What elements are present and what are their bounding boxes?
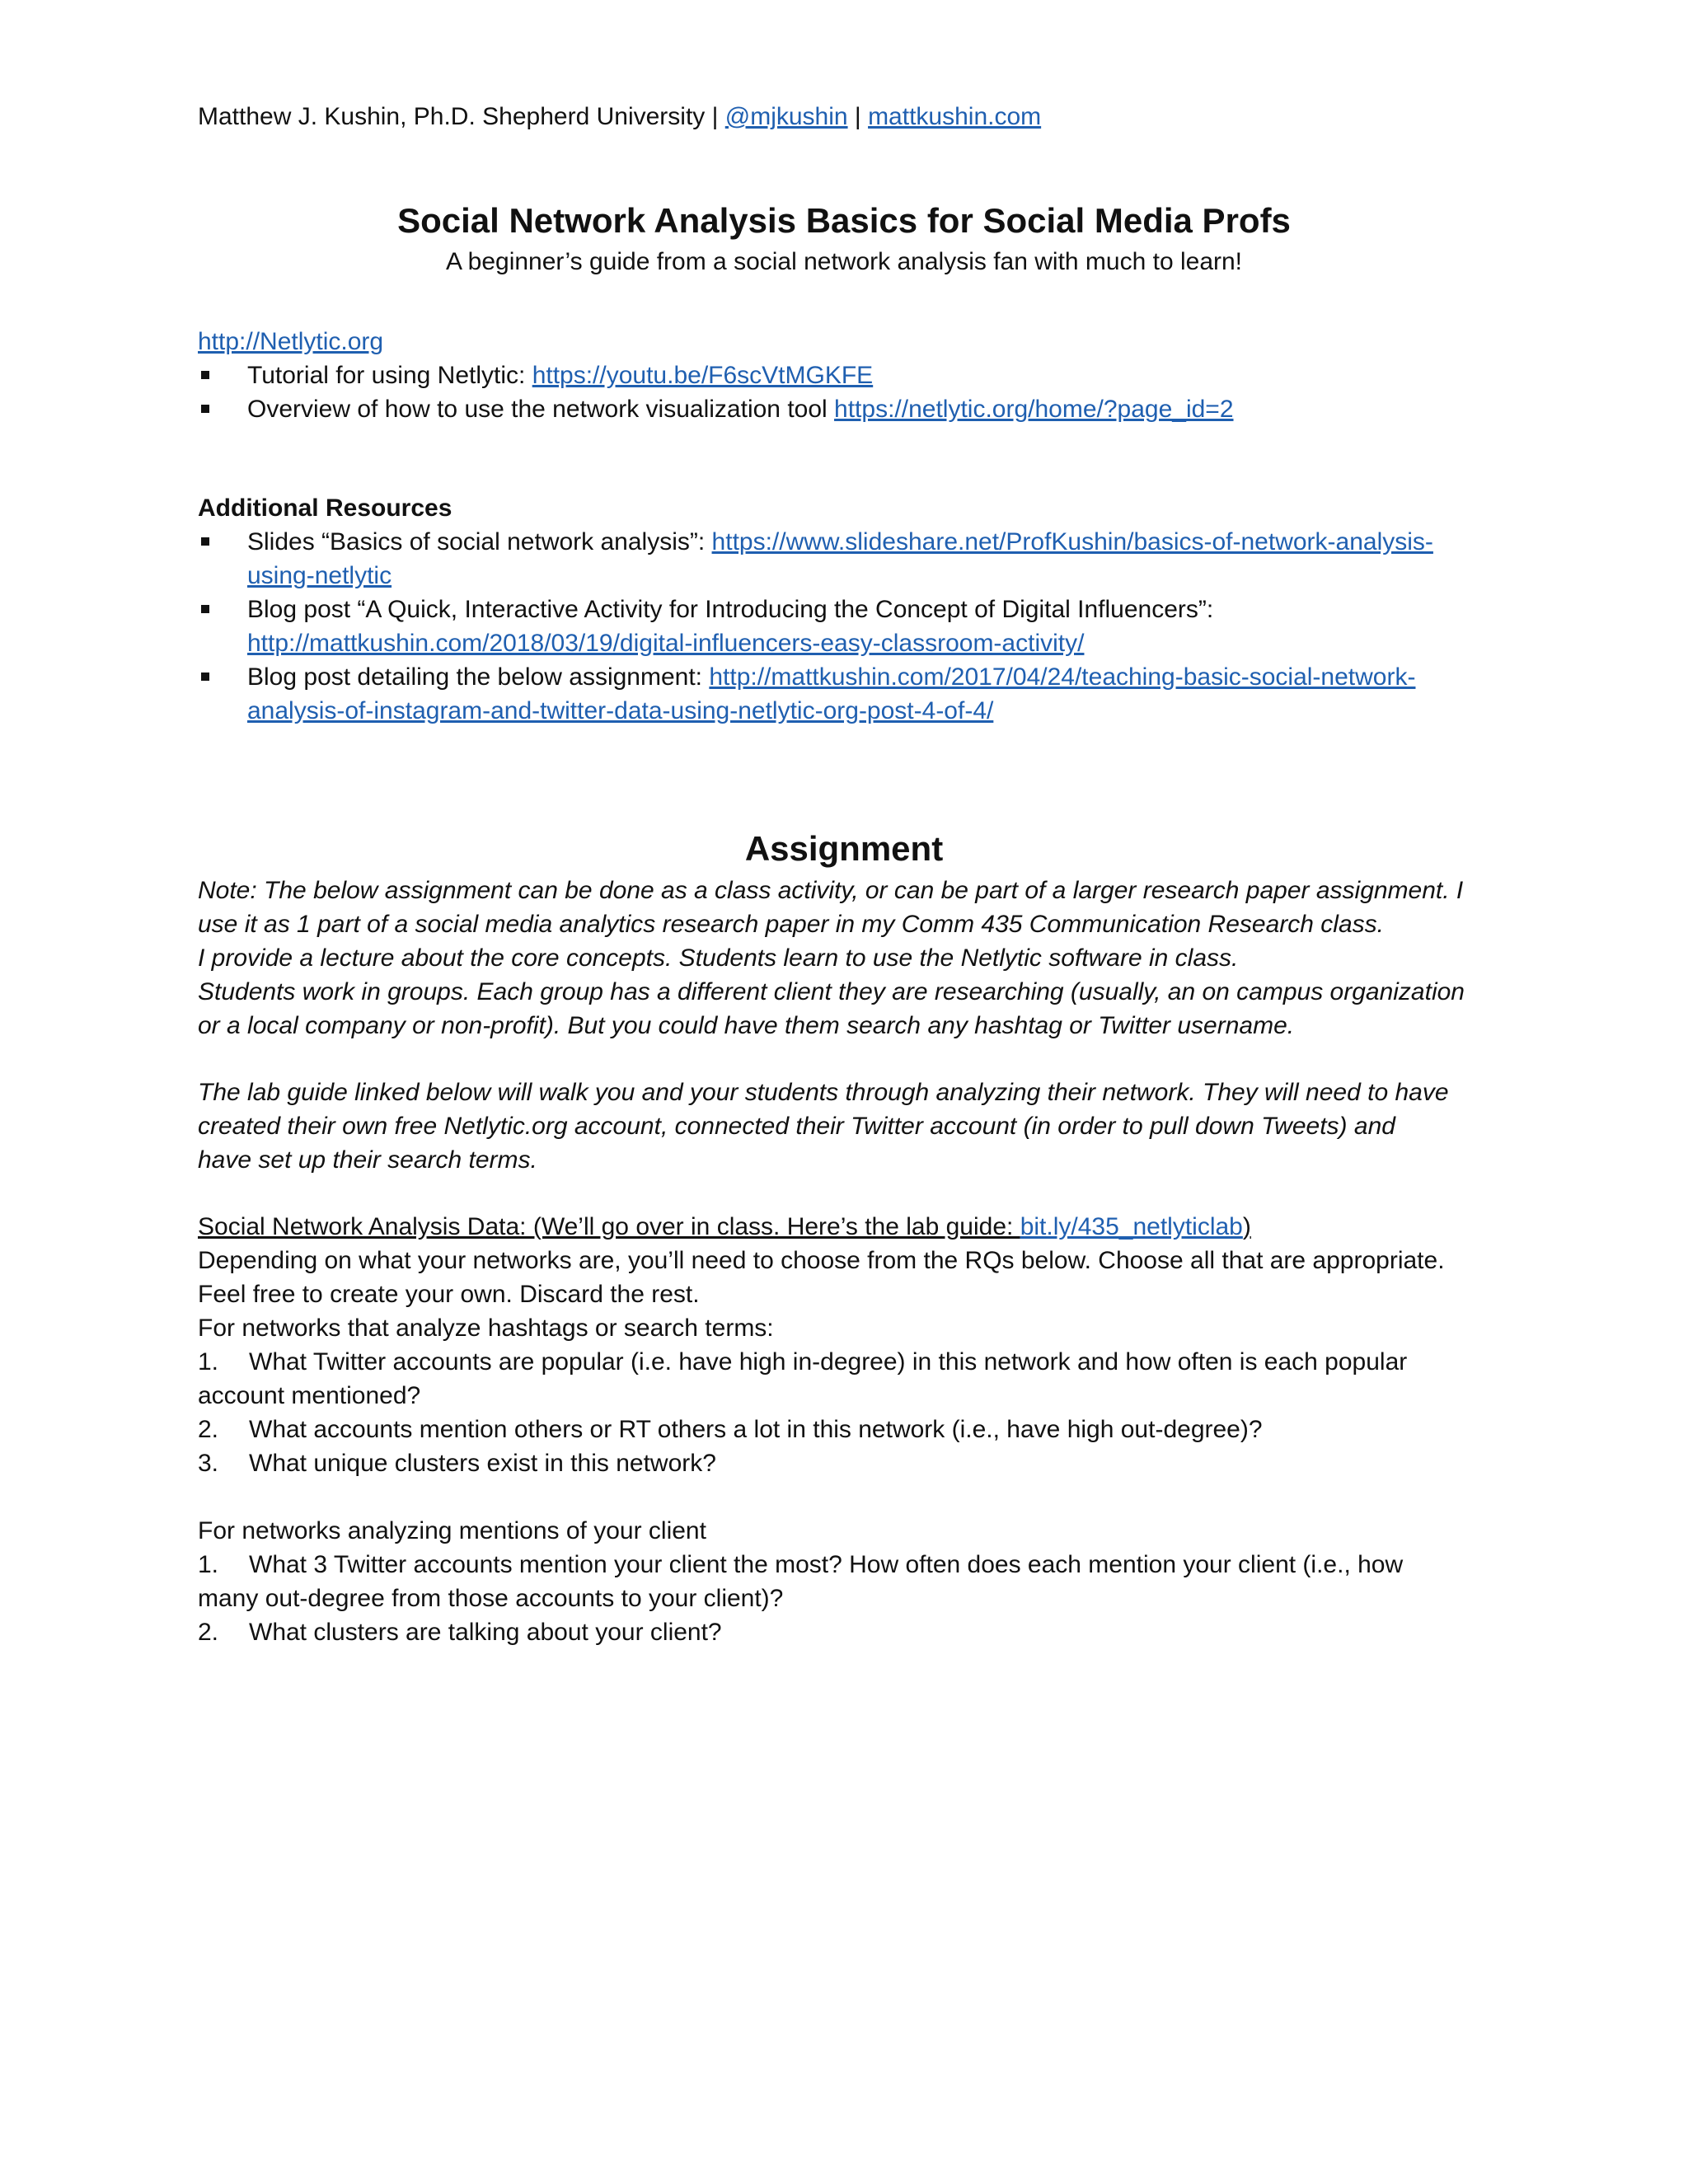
list-item-text: Slides “Basics of social network analysis”: — [247, 528, 712, 555]
page-header — [198, 101, 1041, 134]
note-line: created their own free Netlytic.org account, connected their Twitter account (in order to pull down Tweets) and — [198, 1113, 1395, 1140]
note-line: The lab guide linked below will walk you and your students through analyzing their network. They will need to have — [198, 1079, 1449, 1106]
square-bullet-icon — [201, 405, 209, 413]
note-line: Students work in groups. Each group has a different client they are researching (usually, an on campus organization — [198, 978, 1465, 1005]
netlytic-section — [198, 325, 1234, 426]
rq-item — [198, 1548, 1500, 1582]
rq-item — [198, 1446, 1500, 1480]
page-title: Social Network Analysis Basics for Social Media Profs — [397, 201, 1291, 240]
list-item-text: Overview of how to use the network visualization tool — [247, 396, 835, 423]
visualization-tool-link[interactable]: https://netlytic.org/home/?page_id=2 — [834, 396, 1234, 423]
list-item — [198, 660, 1517, 728]
note-line: I provide a lecture about the core concepts. Students learn to use the Netlytic software in class. — [198, 944, 1239, 972]
assignment-blog-link[interactable]: http://mattkushin.com/2017/04/24/teaching-basic-social-network- — [709, 663, 1416, 691]
square-bullet-icon — [201, 605, 209, 613]
list-item — [198, 359, 1234, 392]
rq-text-cont: many out-degree from those accounts to your client)? — [198, 1585, 784, 1612]
rq-text: What clusters are talking about your client? — [249, 1619, 722, 1646]
sna-data-heading — [198, 1210, 1500, 1244]
assignment-title: Assignment — [744, 829, 944, 868]
list-item — [198, 593, 1517, 660]
site-link[interactable]: mattkushin.com — [868, 103, 1042, 130]
sna-data-section — [198, 1210, 1500, 1649]
resources-section — [198, 491, 1517, 728]
resources-heading: Additional Resources — [198, 494, 452, 522]
list-item-text: Tutorial for using Netlytic: — [247, 362, 532, 389]
slides-link-cont[interactable]: using-netlytic — [247, 562, 392, 589]
sna-data-close: ) — [1242, 1213, 1251, 1240]
netlytic-link[interactable]: http://Netlytic.org — [198, 328, 384, 355]
list-item-text: Blog post detailing the below assignment: — [247, 663, 710, 691]
rq-item — [198, 1413, 1500, 1446]
assignment-blog-link-cont[interactable]: analysis-of-instagram-and-twitter-data-using-netlytic-org-post-4-of-4/ — [247, 697, 994, 724]
influencers-blog-link[interactable]: http://mattkushin.com/2018/03/19/digital-influencers-easy-classroom-activity/ — [247, 630, 1085, 657]
page-subtitle: A beginner’s guide from a social network analysis fan with much to learn! — [445, 248, 1243, 275]
rq-number: 1. — [198, 1551, 219, 1578]
author-line: Matthew J. Kushin, Ph.D. Shepherd University | — [198, 103, 719, 130]
rq-text: What 3 Twitter accounts mention your client the most? How often does each mention your client (i.e., how — [249, 1551, 1404, 1578]
resources-list — [198, 525, 1517, 728]
note-line: Note: The below assignment can be done as a class activity, or can be part of a larger research paper assignment. I — [198, 877, 1464, 904]
list-item — [198, 392, 1234, 426]
twitter-handle-link[interactable]: @mjkushin — [724, 103, 848, 130]
note-line: have set up their search terms. — [198, 1146, 537, 1174]
list-item-text: Blog post “A Quick, Interactive Activity for Introducing the Concept of Digital Influencers”: — [247, 596, 1214, 623]
intro-line: Feel free to create your own. Discard the rest. — [198, 1281, 700, 1308]
note-line: use it as 1 part of a social media analytics research paper in my Comm 435 Communication Research class. — [198, 911, 1384, 938]
intro-line: Depending on what your networks are, you’ll need to choose from the RQs below. Choose all that are appropriate. — [198, 1247, 1445, 1274]
note-line: or a local company or non-profit). But you could have them search any hashtag or Twitter username. — [198, 1012, 1295, 1039]
slides-link[interactable]: https://www.slideshare.net/ProfKushin/basics-of-network-analysis- — [711, 528, 1433, 555]
lab-guide-note — [198, 1076, 1492, 1177]
rq-number: 1. — [198, 1348, 219, 1376]
assignment-note — [198, 874, 1492, 1043]
client-heading: For networks analyzing mentions of your client — [198, 1517, 706, 1544]
rq-number: 2. — [198, 1619, 219, 1646]
rq-text: What Twitter accounts are popular (i.e. have high in-degree) in this network and how often is each popular — [249, 1348, 1408, 1376]
square-bullet-icon — [201, 537, 209, 546]
sna-data-label: Social Network Analysis Data: (We’ll go over in class. Here’s the lab guide: — [198, 1213, 1020, 1240]
netlytic-list — [198, 359, 1234, 426]
list-item — [198, 525, 1517, 593]
lab-guide-link[interactable]: bit.ly/435_netlyticlab — [1020, 1213, 1243, 1240]
tutorial-link[interactable]: https://youtu.be/F6scVtMGKFE — [532, 362, 874, 389]
rq-text-cont: account mentioned? — [198, 1382, 421, 1409]
square-bullet-icon — [201, 371, 209, 379]
rq-item — [198, 1345, 1500, 1379]
intro-line: For networks that analyze hashtags or search terms: — [198, 1315, 774, 1342]
square-bullet-icon — [201, 673, 209, 681]
rq-text: What accounts mention others or RT others a lot in this network (i.e., have high out-degree)? — [249, 1416, 1263, 1443]
rq-item — [198, 1615, 1500, 1649]
rq-text: What unique clusters exist in this network? — [249, 1450, 716, 1477]
rq-number: 2. — [198, 1416, 219, 1443]
rq-number: 3. — [198, 1450, 219, 1477]
header-separator: | — [854, 103, 861, 130]
